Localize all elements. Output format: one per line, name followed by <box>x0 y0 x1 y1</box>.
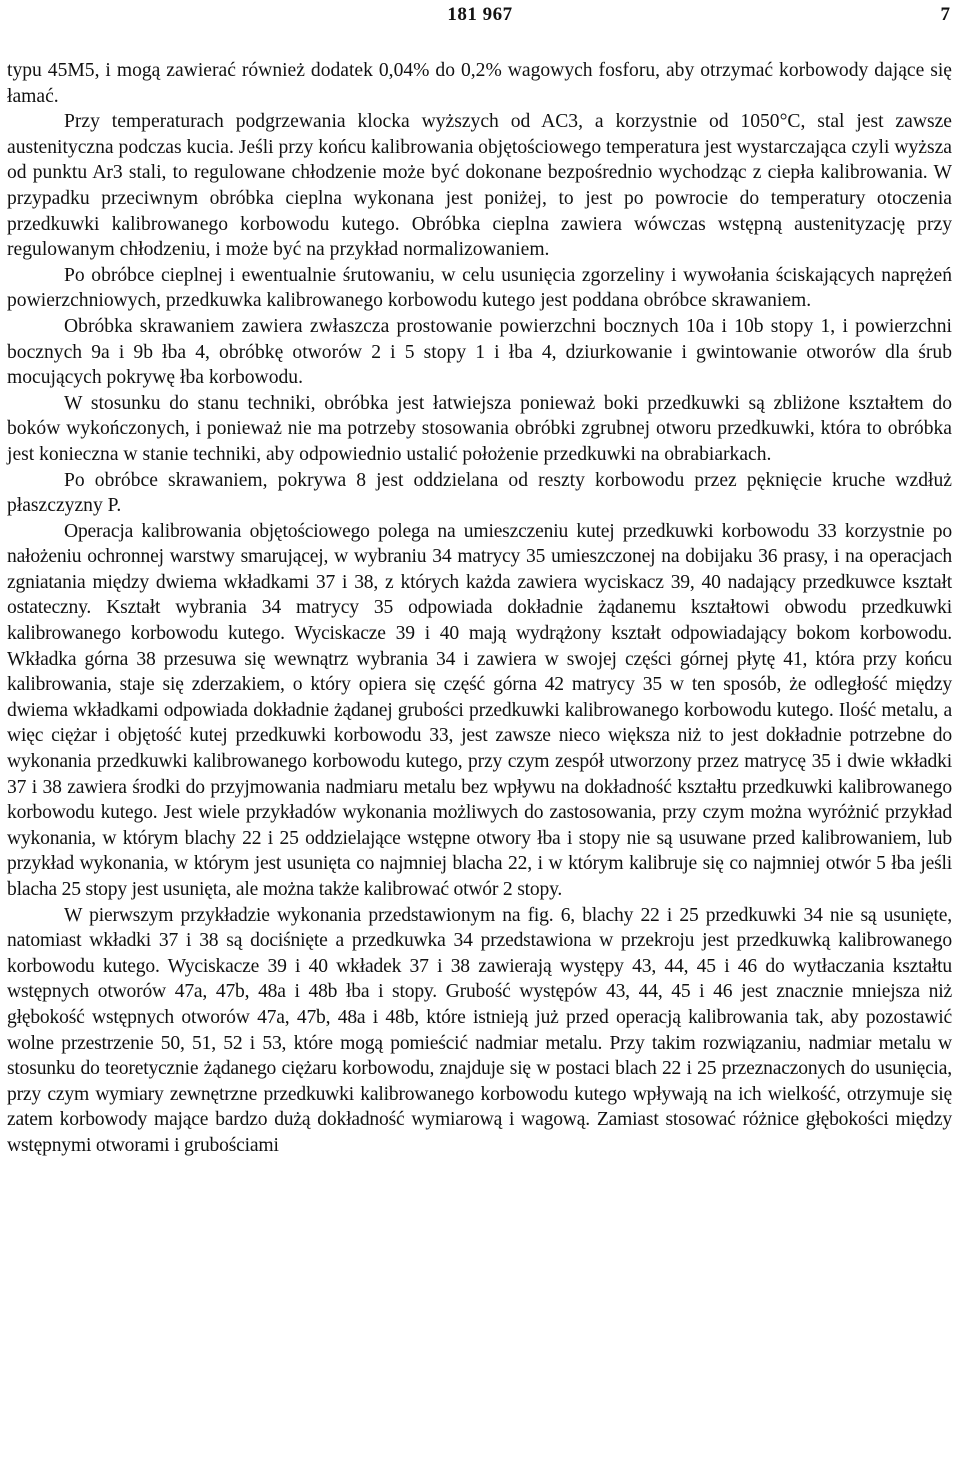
page-number: 7 <box>940 4 950 25</box>
paragraph-1: typu 45M5, i mogą zawierać również dodatek 0,04% do 0,2% wagowych fosforu, aby otrzymać korbowody dające się łamać. <box>7 60 952 107</box>
paragraph-2: Przy temperaturach podgrzewania klocka wyższych od AC3, a korzystnie od 1050°C, stal jest zawsze austenityczna podczas kucia. Jeśli przy końcu kalibrowania objętościowego temperatura jest wystarczająca czyli wyższa od punktu Ar3 stali, to regulowane chłodzenie może być dokonane bezpośrednio wychodząc z ciepła kalibrowania. W przypadku przeciwnym obróbka cieplna wykonana jest poniżej, to jest po powrocie do temperatury otoczenia przedkuwki kalibrowanego korbowodu kutego. Obróbka cieplna zawiera wówczas wstępną austenityzację przy regulowanym chłodzeniu, i może być na przykład normalizowaniem. <box>7 111 953 261</box>
paragraph-8: W pierwszym przykładzie wykonania przedstawionym na fig. 6, blachy 22 i 25 przedkuwki 34 nie są usunięte, natomiast wkładki 37 i 38 są dociśnięte a przedkuwka 34 przedstawiona w przekroju jest przedkuwką kalibrowanego korbowodu kutego. Wyciskacze 39 i 40 wkładek 37 i 38 zawierają występy 43, 44, 45 i 46 do wytłaczania kształtu wstępnych otworów 47a, 47b, 48a i 48b łba i stopy. Grubość występów 43, 44, 45 i 46 jest znacznie mniejsza niż głębokość wstępnych otworów 47a, 47b, 48a i 48b, które istnieją już przed operacją kalibrowania tak, aby pozostawić wolne przestrzenie 50, 51, 52 i 53, które mogą pomieścić nadmiar metalu. Przy takim rozwiązaniu, nadmiar metalu w stosunku do teoretycznie żądanego ciężaru korbowodu, znajduje się w postaci blach 22 i 25 przeznaczonych do usunięcia, przy czym wymiary zewnętrzne przedkuwki kalibrowanego korbowodu kutego wpływają na ich wielkość, otrzymuje się zatem korbowody mające bardzo dużą dokładność wymiarową i wagową. Zamiast stosować różnice głębokości między wstępnymi otworami i grubościami <box>7 904 952 1156</box>
paragraph-3: Po obróbce cieplnej i ewentualnie śrutowaniu, w celu usunięcia zgorzeliny i wywołania ściskających naprężeń powierzchniowych, przedkuwka kalibrowanego korbowodu kutego jest poddana obróbce skrawaniem. <box>7 264 952 312</box>
paragraph-5: W stosunku do stanu techniki, obróbka jest łatwiejsza ponieważ boki przedkuwki są zbliżone kształtem do boków wykończonych, i ponieważ nie ma potrzeby stosowania obróbki zgrubnej otworu przedkuwki, która to obróbka jest konieczna w stanie techniki, aby odpowiednio ustalić położenie przedkuwki na obrabiarkach. <box>7 392 952 465</box>
paragraph-7: Operacja kalibrowania objętościowego polega na umieszczeniu kutej przedkuwki korbowodu 33 korzystnie po nałożeniu ochronnej warstwy smarującej, w wybraniu 34 matrycy 35 umieszczonej na dobijaku 36 prasy, i na operacjach zgniatania między dwiema wkładkami 37 i 38, z których każda zawiera wyciskacz 39, 40 nadający przedkuwce kształt ostateczny. Kształt wybrania 34 matrycy 35 odpowiada dokładnie żądanemu kształtowi obwodu przedkuwki kalibrowanego korbowodu kutego. Wyciskacze 39 i 40 mają wydrążony kształt odpowiadający bokom korbowodu. Wkładka górna 38 przesuwa się wewnątrz wybrania 34 i zawiera w swojej części górnej płytę 41, która przy końcu kalibrowania, staje się zderzakiem, o który opiera się część górna 42 matrycy 35 w ten sposób, że odległość między dwiema wkładkami odpowiada dokładnie żądanej grubości przedkuwki kalibrowanego korbowodu kutego. Ilość metalu, a więc ciężar i objętość kutej przedkuwki korbowodu 33, jest zawsze nieco większa niż to jest dokładnie potrzebne do wykonania przedkuwki kalibrowanego korbowodu kutego, przy czym zespół utworzony przez matrycę 35 i dwie wkładki 37 i 38 zawiera środki do przyjmowania nadmiaru metalu bez wpływu na dokładność kształtu przedkuwki kalibrowanego korbowodu kutego. Jest wiele przykładów wykonania możliwych do zastosowania, przy czym można wyróżnić przykład wykonania, w którym blachy 22 i 25 oddzielające wstępne otwory łba i stopy nie są usuwane przed kalibrowaniem, lub przykład wykonania, w którym jest usunięta co najmniej blacha 22, i w którym kalibruje się co najmniej otwór 5 łba jeśli blacha 25 stopy jest usunięta, ale można także kalibrować otwór 2 stopy. <box>7 520 952 900</box>
document-body <box>7 58 952 1159</box>
page-header <box>0 0 960 34</box>
paragraph-4: Obróbka skrawaniem zawiera zwłaszcza prostowanie powierzchni bocznych 10a i 10b stopy 1, i powierzchni bocznych 9a i 9b łba 4, obróbkę otworów 2 i 5 stopy 1 i łba 4, dziurkowanie i gwintowanie otworów dla śrub mocujących pokrywę łba korbowodu. <box>7 315 952 389</box>
document-number: 181 967 <box>447 4 513 25</box>
paragraph-6: Po obróbce skrawaniem, pokrywa 8 jest oddzielana od reszty korbowodu przez pęknięcie kruche wzdłuż płaszczyzny P. <box>7 469 952 517</box>
